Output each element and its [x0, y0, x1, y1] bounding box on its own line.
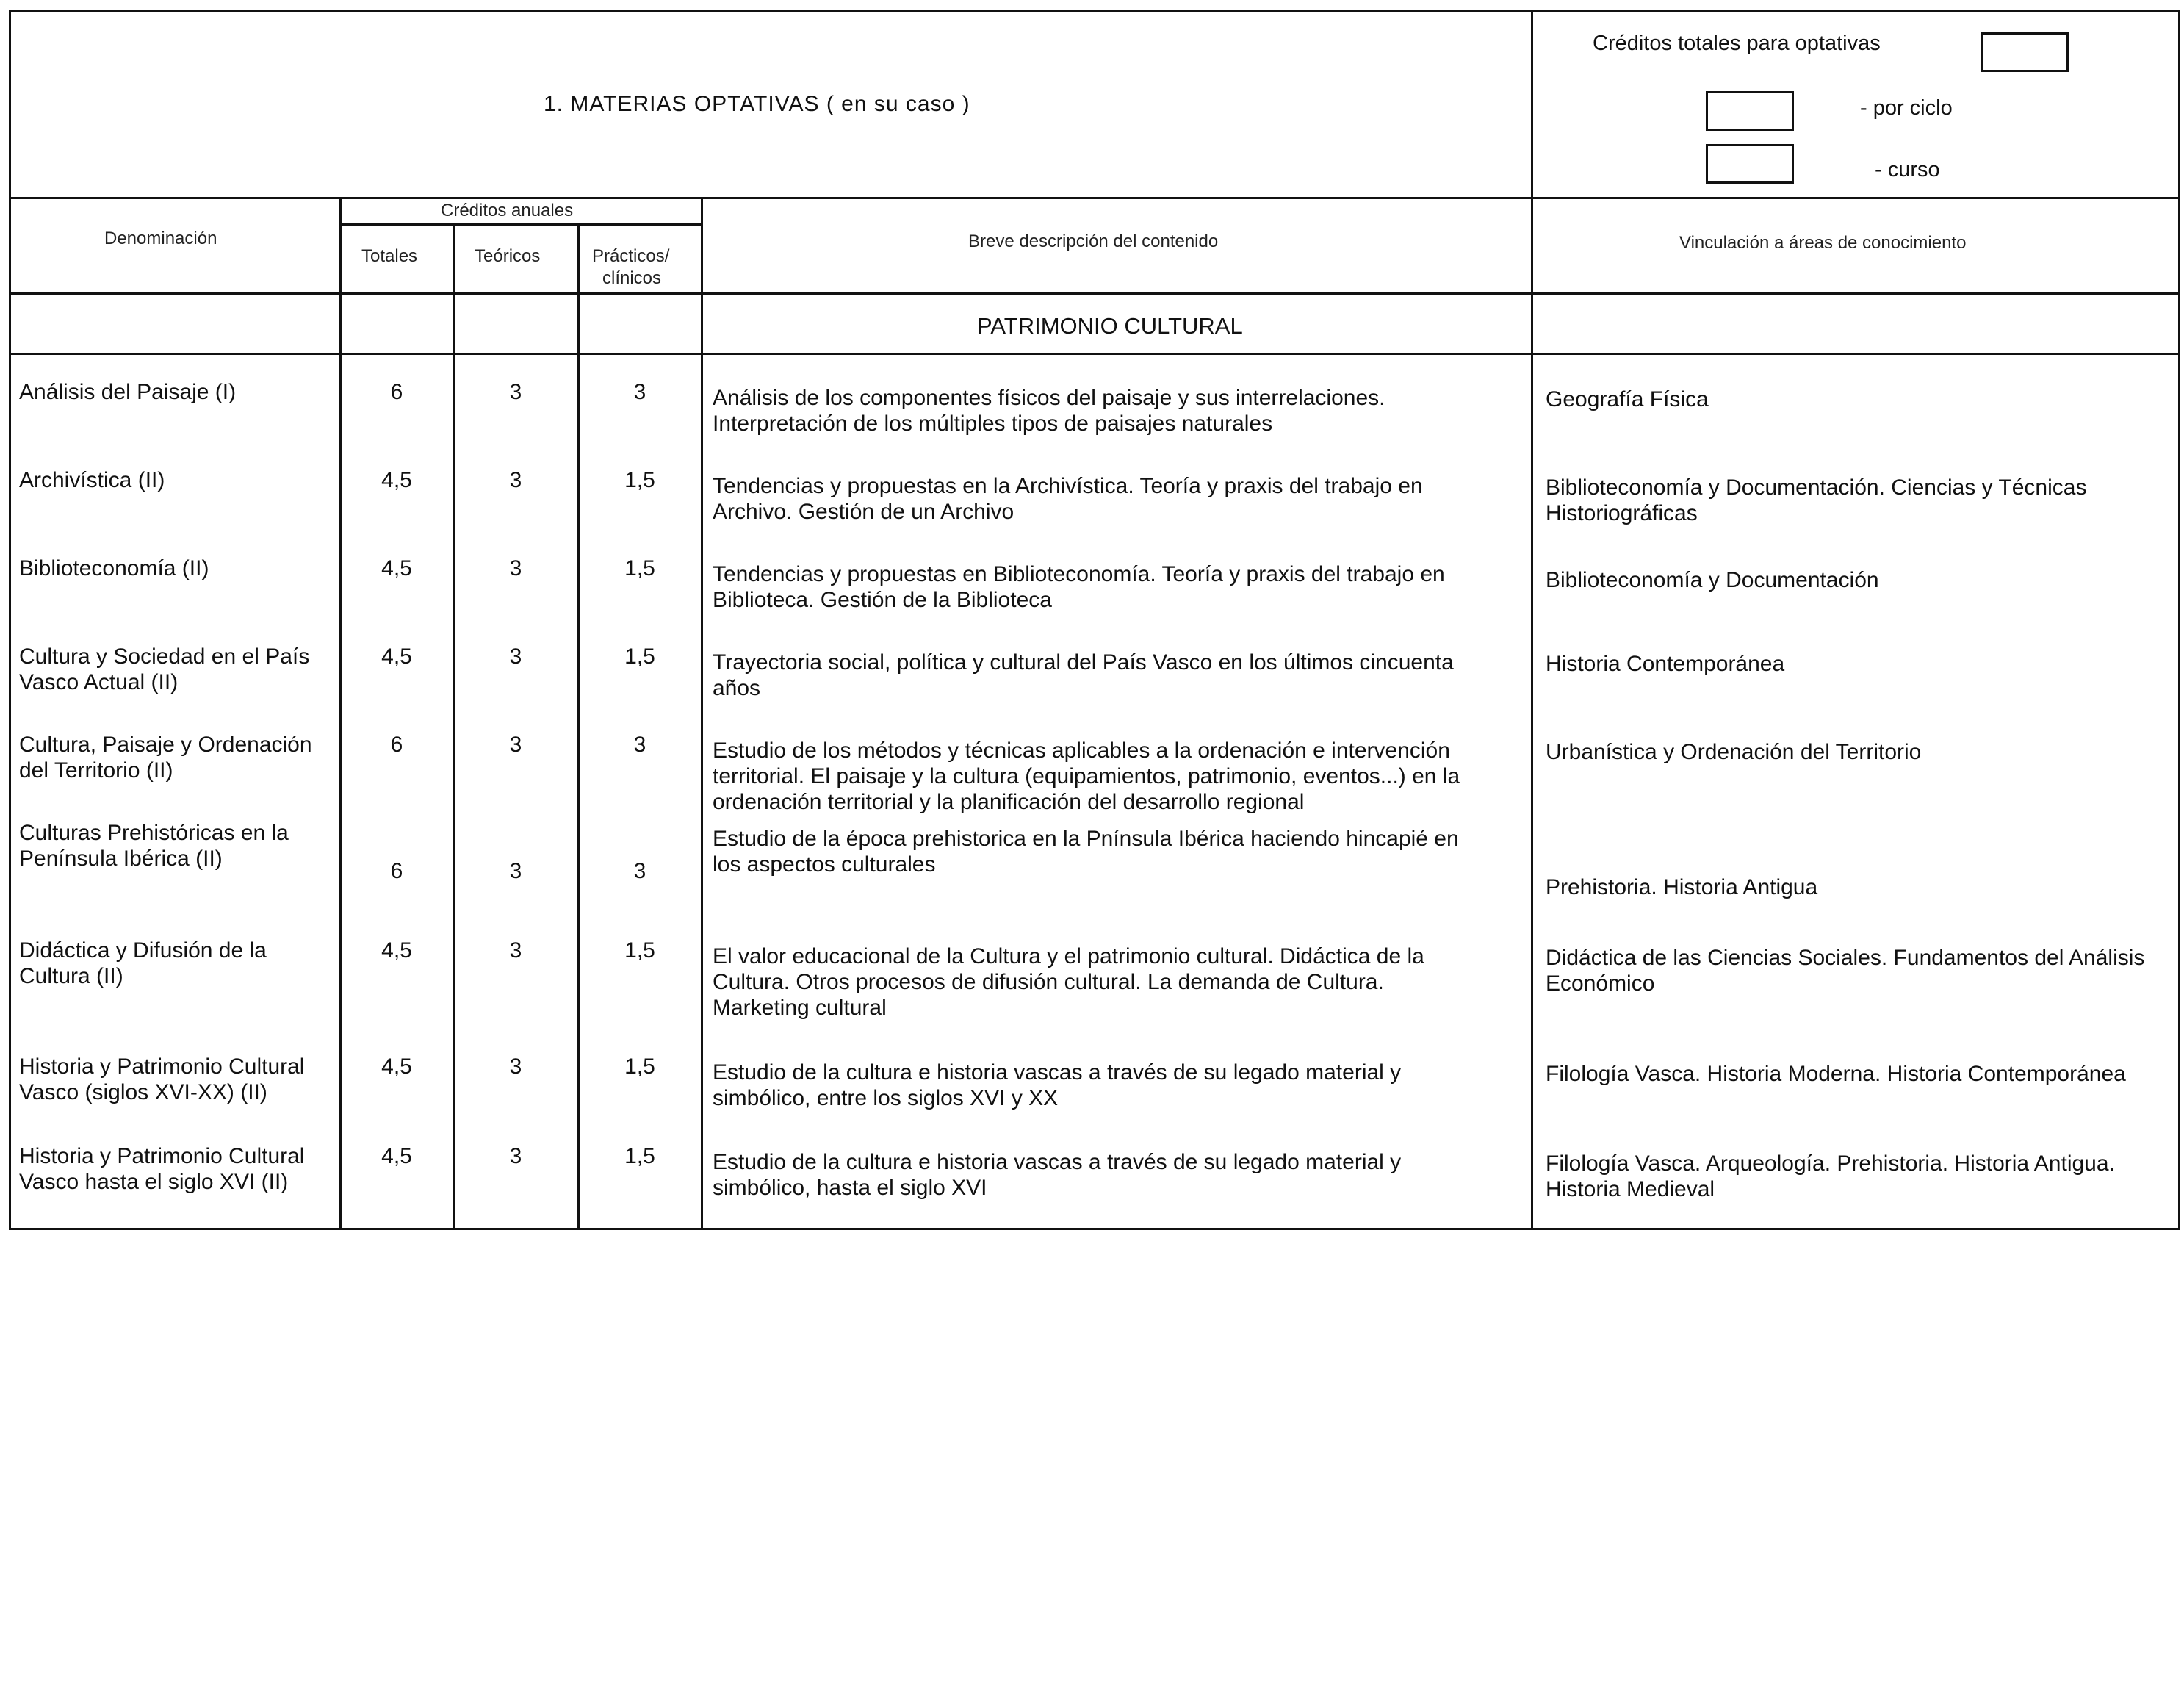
row-teoricos: 3: [509, 644, 522, 669]
descripcion-line: Trayectoria social, política y cultural del País Vasco en los últimos cincuenta: [713, 650, 1454, 675]
row-practicos: 1,5: [624, 938, 655, 963]
row-denominacion: [19, 467, 335, 493]
vinculacion-line: Biblioteconomía y Documentación: [1546, 568, 1879, 592]
row-denominacion: [19, 644, 335, 695]
descripcion-line: ordenación territorial y la planificación del desarrollo regional: [713, 790, 1305, 814]
vinculacion-line: Filología Vasca. Historia Moderna. Historia Contemporánea: [1546, 1062, 2126, 1086]
curso-label: - curso: [1875, 158, 1940, 181]
row-vinculacion: [1546, 874, 2177, 900]
row-teoricos: 3: [509, 1054, 522, 1079]
vinculacion-line: Prehistoria. Historia Antigua: [1546, 875, 1818, 899]
row-teoricos: 3: [509, 733, 522, 757]
col-divider-descripcion: [701, 197, 703, 1230]
row-teoricos: 3: [509, 1144, 522, 1168]
creditos-anuales-divider: [339, 223, 701, 226]
header-practicos-line1: Prácticos/: [592, 246, 670, 266]
row-practicos: 1,5: [624, 1054, 655, 1079]
row-vinculacion: [1546, 651, 2177, 677]
name-line: Cultura, Paisaje y Ordenación: [19, 733, 312, 757]
vinculacion-line: Biblioteconomía y Documentación. Ciencias y Técnicas: [1546, 475, 2087, 500]
row-vinculacion: [1546, 945, 2177, 996]
header-divider: [9, 197, 2180, 199]
row-teoricos: 3: [509, 859, 522, 883]
row-vinculacion: [1546, 1061, 2177, 1087]
row-denominacion: [19, 938, 335, 989]
page-title: 1. MATERIAS OPTATIVAS ( en su caso ): [544, 92, 970, 116]
row-totales: 4,5: [381, 644, 412, 669]
row-practicos: 1,5: [624, 1144, 655, 1168]
row-totales: 6: [390, 380, 403, 404]
row-descripcion: [713, 473, 1524, 525]
name-line: Vasco (siglos XVI-XX) (II): [19, 1080, 267, 1104]
row-descripcion: [713, 385, 1524, 436]
row-practicos: 3: [633, 733, 646, 757]
row-totales: 4,5: [381, 1054, 412, 1079]
row-vinculacion: [1546, 1151, 2177, 1202]
header-vinculacion: Vinculación a áreas de conocimiento: [1679, 233, 1967, 253]
descripcion-line: Marketing cultural: [713, 996, 887, 1020]
descripcion-line: Estudio de la cultura e historia vascas a través de su legado material y: [713, 1150, 1402, 1174]
header-practicos-line2: clínicos: [602, 268, 662, 288]
vinculacion-line: Historia Medieval: [1546, 1177, 1715, 1201]
descripcion-line: Estudio de la época prehistorica en la Pnínsula Ibérica haciendo hincapié en: [713, 827, 1459, 851]
descripcion-line: Tendencias y propuestas en Biblioteconomía. Teoría y praxis del trabajo en: [713, 562, 1445, 586]
row-descripcion: [713, 943, 1524, 1021]
vinculacion-line: Filología Vasca. Arqueología. Prehistoria. Historia Antigua.: [1546, 1151, 2115, 1176]
row-totales: 4,5: [381, 938, 412, 963]
row-descripcion: [713, 1149, 1524, 1201]
header-teoricos: Teóricos: [475, 246, 541, 266]
row-vinculacion: [1546, 475, 2177, 526]
row-totales: 4,5: [381, 468, 412, 492]
row-totales: 6: [390, 859, 403, 883]
row-totales: 4,5: [381, 556, 412, 580]
row-denominacion: [19, 820, 335, 871]
row-descripcion: [713, 561, 1524, 613]
row-teoricos: 3: [509, 468, 522, 492]
document-table: [9, 10, 2180, 1230]
row-denominacion: [19, 1143, 335, 1195]
header-creditos-anuales: Créditos anuales: [441, 201, 574, 220]
col-divider-totales: [339, 197, 342, 1230]
name-line: Vasco Actual (II): [19, 670, 179, 694]
row-denominacion: [19, 556, 335, 581]
row-vinculacion: [1546, 739, 2177, 765]
name-line: Didáctica y Difusión de la: [19, 938, 267, 963]
row-totales: 6: [390, 733, 403, 757]
name-line: Cultura (II): [19, 964, 123, 988]
descripcion-line: años: [713, 676, 761, 700]
name-line: del Territorio (II): [19, 758, 173, 783]
row-totales: 4,5: [381, 1144, 412, 1168]
row-practicos: 3: [633, 859, 646, 883]
descripcion-line: Estudio de la cultura e historia vascas a través de su legado material y: [713, 1060, 1402, 1085]
vinculacion-line: Historia Contemporánea: [1546, 652, 1785, 676]
vinculacion-line: Geografía Física: [1546, 387, 1709, 411]
creditos-totales-label: Créditos totales para optativas: [1593, 32, 1881, 55]
vinculacion-line: Urbanística y Ordenación del Territorio: [1546, 740, 1922, 764]
name-line: Culturas Prehistóricas en la: [19, 821, 289, 845]
header-descripcion: Breve descripción del contenido: [968, 231, 1219, 251]
row-denominacion: [19, 1054, 335, 1105]
por-ciclo-label: - por ciclo: [1860, 96, 1953, 120]
name-line: Historia y Patrimonio Cultural: [19, 1054, 305, 1079]
header-denominacion: Denominación: [104, 229, 217, 248]
descripcion-line: simbólico, entre los siglos XVI y XX: [713, 1086, 1059, 1110]
creditos-totales-box: [1981, 32, 2069, 72]
descripcion-line: Biblioteca. Gestión de la Biblioteca: [713, 588, 1052, 612]
descripcion-line: Archivo. Gestión de un Archivo: [713, 500, 1014, 524]
row-teoricos: 3: [509, 556, 522, 580]
name-line: Historia y Patrimonio Cultural: [19, 1144, 305, 1168]
row-vinculacion: [1546, 567, 2177, 593]
name-line: Península Ibérica (II): [19, 846, 223, 871]
section-title: PATRIMONIO CULTURAL: [977, 313, 1243, 339]
name-line: Análisis del Paisaje (I): [19, 380, 237, 404]
header-totales: Totales: [361, 246, 418, 266]
descripcion-line: Cultura. Otros procesos de difusión cultural. La demanda de Cultura.: [713, 970, 1384, 994]
name-line: Cultura y Sociedad en el País: [19, 644, 310, 669]
vinculacion-line: Historiográficas: [1546, 501, 1698, 525]
descripcion-line: Estudio de los métodos y técnicas aplicables a la ordenación e intervención: [713, 738, 1450, 763]
descripcion-line: territorial. El paisaje y la cultura (equipamientos, patrimonio, eventos...) en la: [713, 764, 1460, 788]
vinculacion-line: Económico: [1546, 971, 1655, 996]
row-vinculacion: [1546, 387, 2177, 412]
vinculacion-line: Didáctica de las Ciencias Sociales. Fundamentos del Análisis: [1546, 946, 2145, 970]
row-teoricos: 3: [509, 380, 522, 404]
row-descripcion: [713, 738, 1524, 815]
name-line: Archivística (II): [19, 468, 165, 492]
curso-box: [1706, 144, 1794, 184]
descripcion-line: Análisis de los componentes físicos del paisaje y sus interrelaciones.: [713, 386, 1385, 410]
row-descripcion: [713, 650, 1524, 701]
name-line: Biblioteconomía (II): [19, 556, 209, 580]
row-practicos: 1,5: [624, 468, 655, 492]
row-descripcion: [713, 826, 1524, 877]
row-descripcion: [713, 1060, 1524, 1111]
descripcion-line: simbólico, hasta el siglo XVI: [713, 1176, 987, 1200]
descripcion-line: Tendencias y propuestas en la Archivística. Teoría y praxis del trabajo en: [713, 474, 1423, 498]
section-row-bottom: [9, 353, 2180, 355]
row-practicos: 1,5: [624, 556, 655, 580]
row-practicos: 1,5: [624, 644, 655, 669]
descripcion-line: El valor educacional de la Cultura y el patrimonio cultural. Didáctica de la: [713, 944, 1424, 968]
row-teoricos: 3: [509, 938, 522, 963]
descripcion-line: los aspectos culturales: [713, 852, 936, 877]
column-header-bottom: [9, 292, 2180, 295]
col-divider-teoricos: [453, 223, 455, 1230]
descripcion-line: Interpretación de los múltiples tipos de paisajes naturales: [713, 411, 1273, 436]
row-denominacion: [19, 732, 335, 783]
row-practicos: 3: [633, 380, 646, 404]
por-ciclo-box: [1706, 91, 1794, 131]
col-divider-practicos: [577, 223, 580, 1230]
name-line: Vasco hasta el siglo XVI (II): [19, 1170, 289, 1194]
row-denominacion: [19, 379, 335, 405]
header-right-divider: [1531, 10, 1533, 1230]
